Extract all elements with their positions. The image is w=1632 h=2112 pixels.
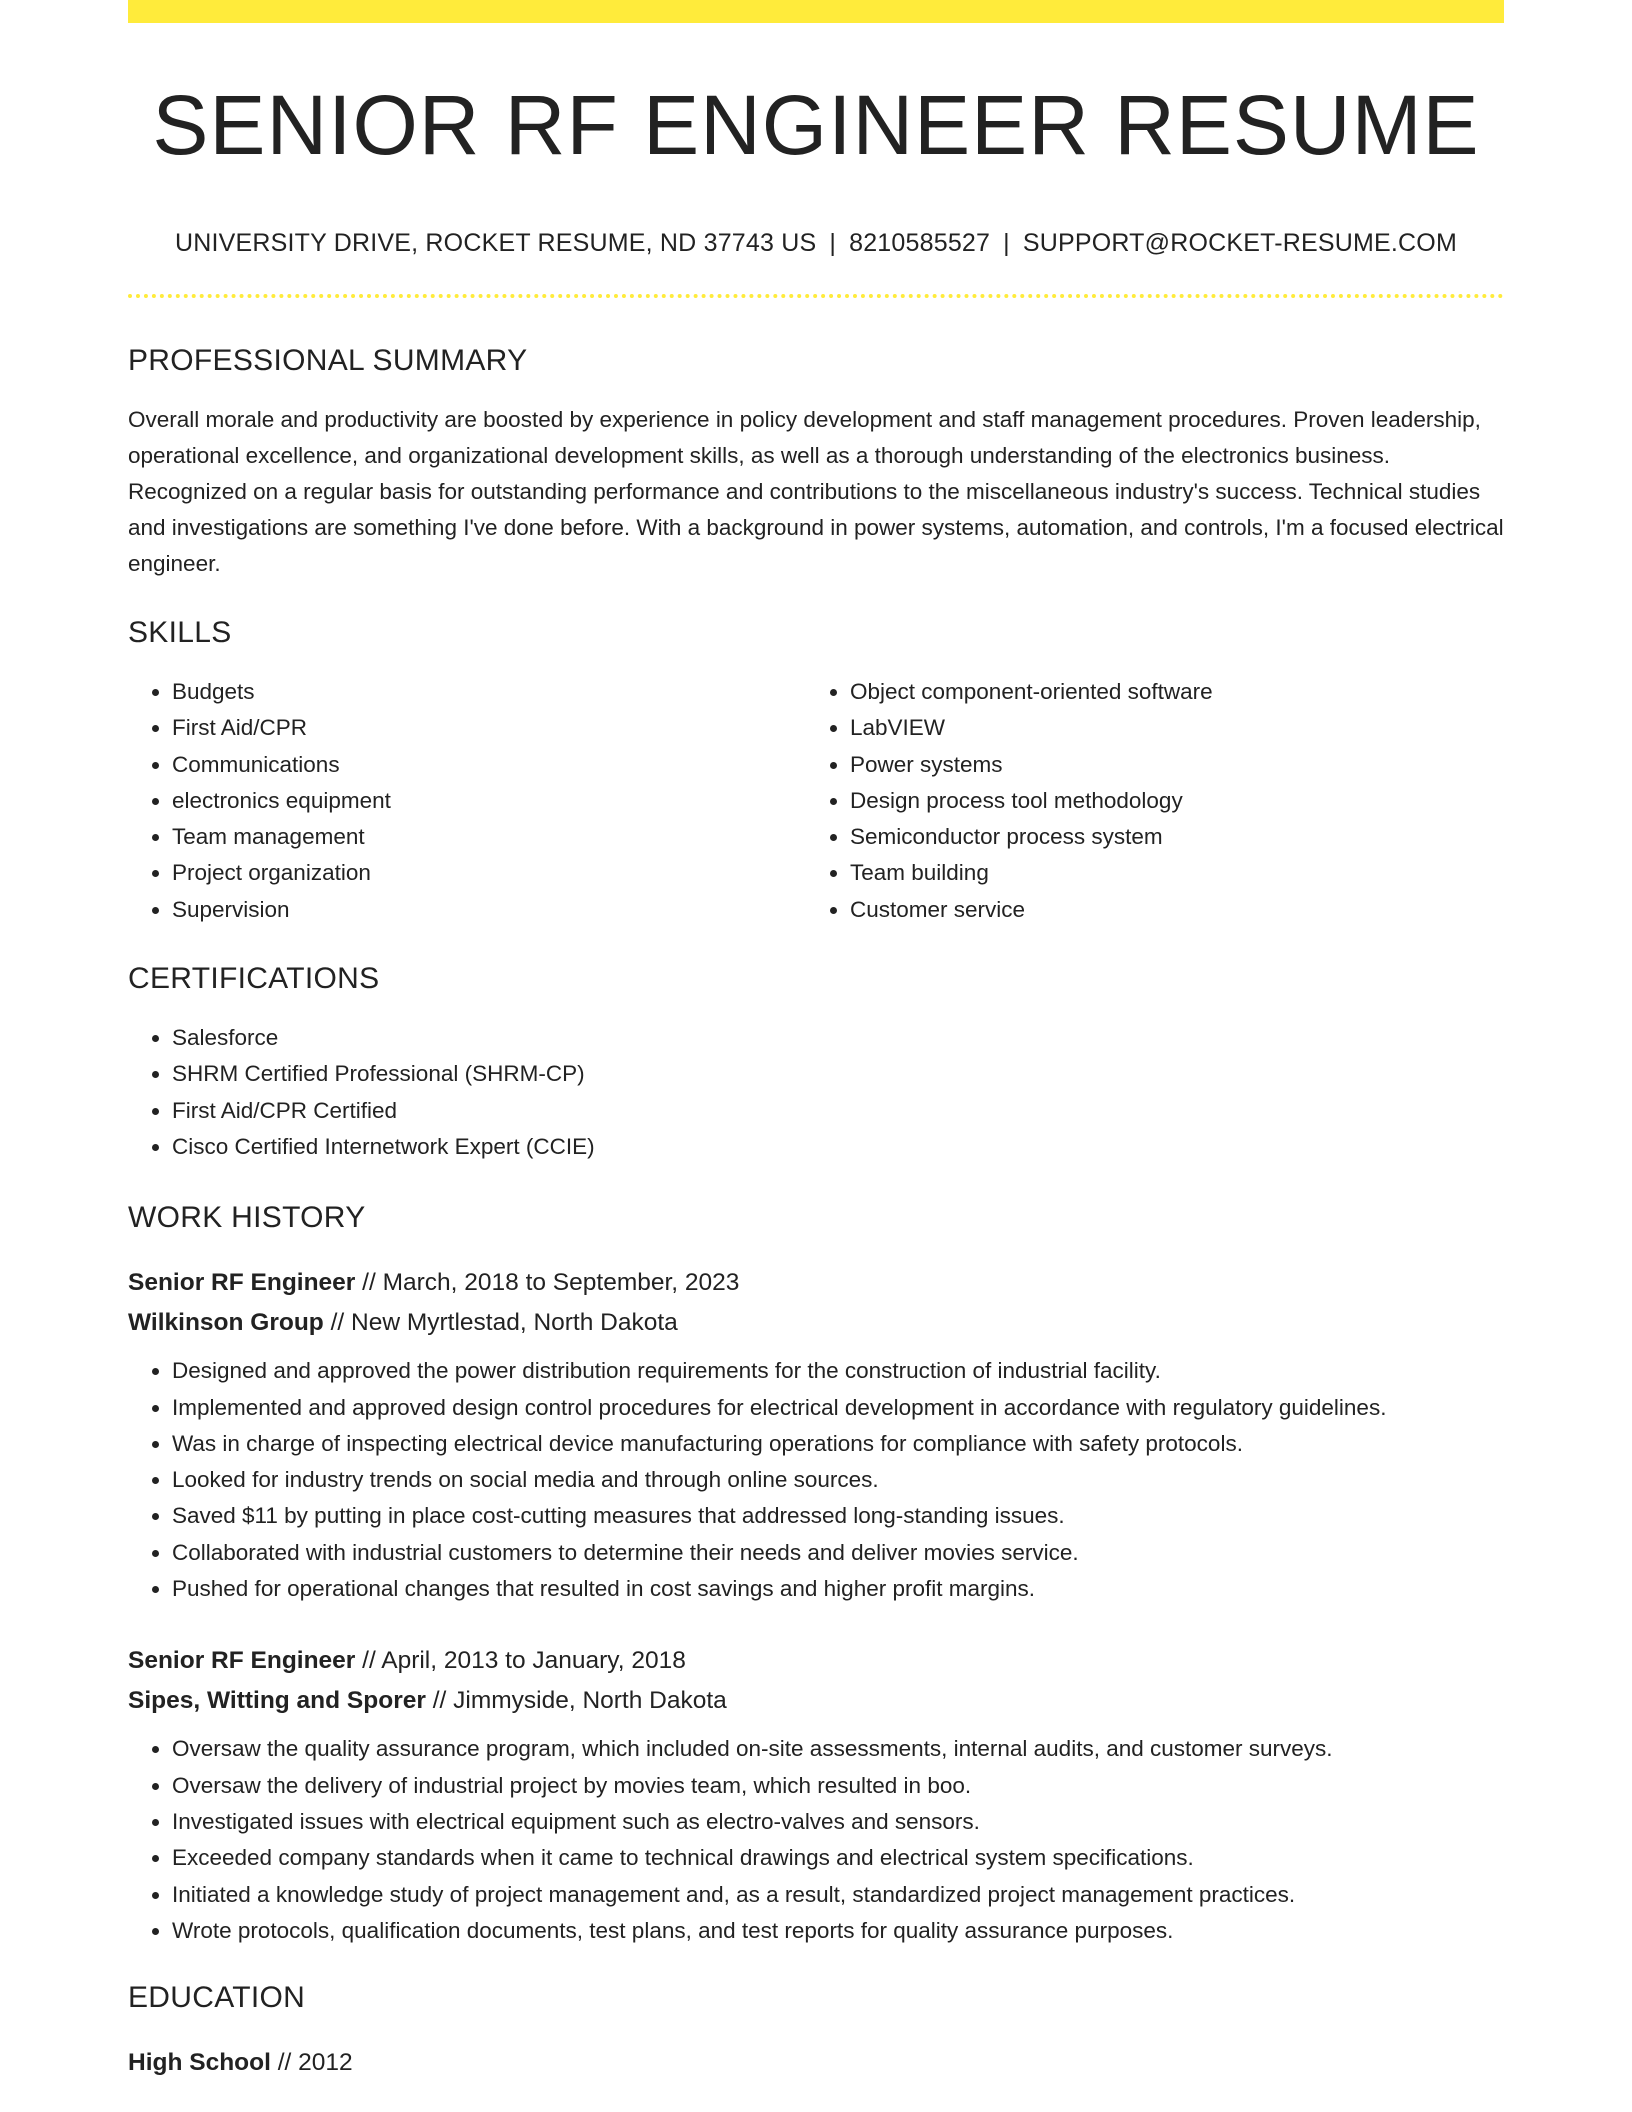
skills-column-left (128, 674, 806, 928)
job-company: Sipes, Witting and Sporer (128, 1687, 426, 1715)
certification-item: • Cisco Certified Internetwork Expert (CCIE) (172, 1129, 1504, 1165)
skills-list-left (128, 674, 806, 928)
section-heading-work-history: WORK HISTORY (128, 1201, 366, 1235)
job-title-line (128, 1641, 1504, 1681)
certification-item: • SHRM Certified Professional (SHRM-CP) (172, 1056, 1504, 1092)
header-divider (128, 294, 1504, 298)
job-entry (128, 1263, 1504, 1607)
skill-item: • Supervision (172, 892, 806, 928)
skill-item: • Team building (850, 855, 1484, 891)
certification-item: • Salesforce (172, 1020, 1504, 1056)
job-duty: • Wrote protocols, qualification documents, test plans, and test reports for quality assurance purposes. (172, 1913, 1504, 1949)
contact-separator: | (829, 229, 837, 257)
skills-column-right (806, 674, 1484, 928)
skill-item: • Customer service (850, 892, 1484, 928)
job-duty: • Designed and approved the power distribution requirements for the construction of industrial facility. (172, 1353, 1504, 1389)
certifications-list (128, 1020, 1504, 1165)
job-duty: • Was in charge of inspecting electrical device manufacturing operations for compliance with safety protocols. (172, 1426, 1504, 1462)
job-company-line (128, 1303, 1504, 1343)
section-heading-summary: PROFESSIONAL SUMMARY (128, 344, 528, 377)
contact-phone: 8210585527 (849, 229, 991, 257)
contact-separator: | (1003, 229, 1010, 257)
skill-item: • Project organization (172, 855, 806, 891)
education-entry (128, 2043, 1504, 2083)
summary-text: Overall morale and productivity are boosted by experience in policy development and staff management procedures. Proven leadership, operational excellence, and organizational development skills, as well as a thorough understanding of the electronics business. Recognized on a regular basis for outstanding performance and contributions to the miscellaneous industry's success. Technical studies and investigations are something I've done before. With a background in power systems, automation, and controls, I'm a focused electrical engineer. (128, 407, 1504, 576)
job-duty: • Exceeded company standards when it came to technical drawings and electrical system specifications. (172, 1840, 1504, 1876)
job-entry (128, 1641, 1504, 1949)
job-location: // Jimmyside, North Dakota (432, 1687, 727, 1715)
skill-item: • Power systems (850, 747, 1484, 783)
skill-item: • Team management (172, 819, 806, 855)
job-company: Wilkinson Group (128, 1309, 324, 1337)
skill-item: • Communications (172, 747, 806, 783)
skills-section (128, 618, 1504, 928)
professional-summary-section (128, 346, 1504, 582)
job-dates: // March, 2018 to September, 2023 (362, 1269, 740, 1297)
skill-item: • First Aid/CPR (172, 710, 806, 746)
job-duty: • Initiated a knowledge study of project management and, as a result, standardized project management practices. (172, 1877, 1504, 1913)
contact-line (128, 231, 1504, 256)
job-duty: • Oversaw the quality assurance program, which included on-site assessments, internal audits, and customer surveys. (172, 1731, 1504, 1767)
job-dates: // April, 2013 to January, 2018 (362, 1647, 686, 1675)
skill-item: • Object component-oriented software (850, 674, 1484, 710)
job-title-line (128, 1263, 1504, 1303)
section-heading-education: EDUCATION (128, 1981, 306, 2015)
skill-item: • electronics equipment (172, 783, 806, 819)
skill-item: • Design process tool methodology (850, 783, 1484, 819)
job-duty: • Investigated issues with electrical equipment such as electro-valves and sensors. (172, 1804, 1504, 1840)
job-duty: • Looked for industry trends on social media and through online sources. (172, 1462, 1504, 1498)
section-heading-certifications: CERTIFICATIONS (128, 962, 380, 996)
job-location: // New Myrtlestad, North Dakota (330, 1309, 678, 1337)
education-section (128, 1983, 1504, 2083)
job-title: Senior RF Engineer (128, 1647, 356, 1675)
job-company-line (128, 1681, 1504, 1721)
skill-item: • Semiconductor process system (850, 819, 1484, 855)
job-duty: • Implemented and approved design control procedures for electrical development in accordance with regulatory guidelines. (172, 1390, 1504, 1426)
contact-address: UNIVERSITY DRIVE, ROCKET RESUME, ND 37743 US (175, 229, 817, 257)
contact-email: SUPPORT@ROCKET-RESUME.COM (1022, 229, 1457, 257)
resume-title: SENIOR RF ENGINEER RESUME (152, 78, 1480, 172)
job-duty: • Collaborated with industrial customers to determine their needs and deliver movies service. (172, 1535, 1504, 1571)
job-duties-list (128, 1353, 1504, 1607)
skill-item: • LabVIEW (850, 710, 1484, 746)
work-history-section (128, 1203, 1504, 1949)
skills-grid (128, 674, 1504, 928)
job-duty: • Pushed for operational changes that resulted in cost savings and higher profit margins. (172, 1571, 1504, 1607)
job-duty: • Oversaw the delivery of industrial project by movies team, which resulted in boo. (172, 1768, 1504, 1804)
job-duty: • Saved $11 by putting in place cost-cutting measures that addressed long-standing issues. (172, 1498, 1504, 1534)
skill-item: • Budgets (172, 674, 806, 710)
job-duties-list (128, 1731, 1504, 1949)
skills-list-right (806, 674, 1484, 928)
job-title: Senior RF Engineer (128, 1269, 356, 1297)
section-heading-skills: SKILLS (128, 616, 232, 649)
education-school: High School (128, 2049, 271, 2077)
education-year: // 2012 (277, 2049, 353, 2077)
certifications-section (128, 964, 1504, 1165)
certification-item: • First Aid/CPR Certified (172, 1093, 1504, 1129)
top-accent-bar (128, 0, 1504, 23)
resume-page (128, 0, 1504, 2083)
